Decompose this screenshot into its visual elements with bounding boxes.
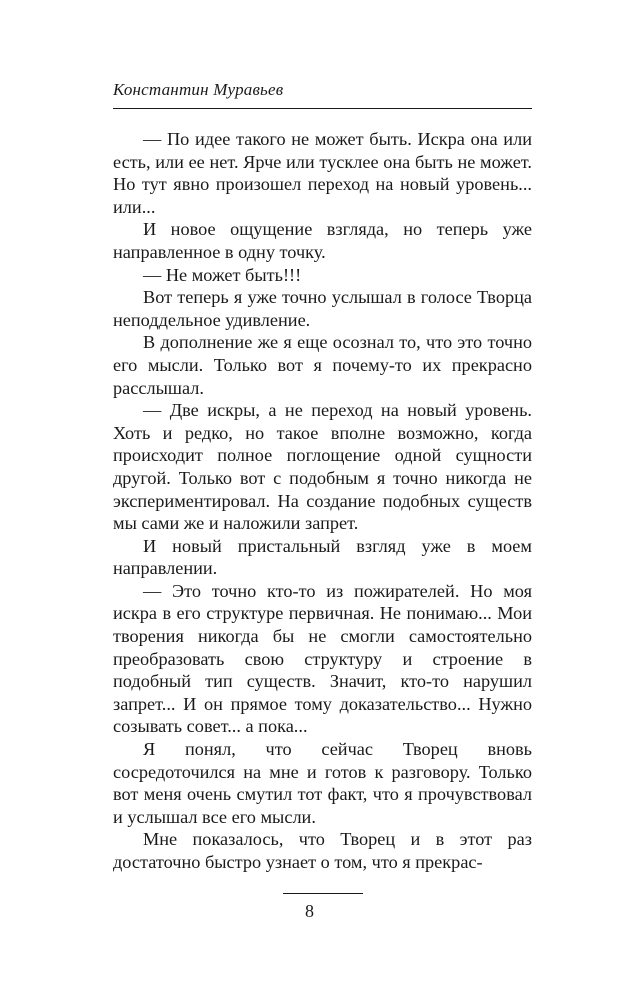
body-text (113, 128, 532, 874)
paragraph: — Две искры, а не переход на новый уровень. Хоть и редко, но такое вполне возможно, когда происходит полное поглощение одной сущности другой. Только вот с подобным я точно никогда не экспериментировал. На создание подобных существ мы сами же и наложили запрет. (113, 400, 532, 534)
page-number: 8 (305, 901, 314, 921)
paragraph: — Это точно кто-то из пожирателей. Но моя искра в его структуре первичная. Не понимаю... Мои творения никогда бы не смогли самостоятельно преобразовать свою структуру и строение в подобный тип существ. Значит, кто-то нарушил запрет... И он прямое тому доказательство... Нужно созывать совет... а пока... (113, 580, 532, 737)
running-head: Константин Муравьев (113, 80, 284, 99)
paragraph: И новое ощущение взгляда, но теперь уже направленное в одну точку. (113, 219, 532, 262)
paragraph: Я понял, что сейчас Творец вновь сосредоточился на мне и готов к разговору. Только вот меня очень смутил тот факт, что я прочувствовал и услышал все его мысли. (113, 739, 532, 827)
header-rule (113, 108, 532, 109)
footer-rule (283, 893, 363, 894)
paragraph: Вот теперь я уже точно услышал в голосе Творца неподдельное удивление. (113, 287, 532, 330)
paragraph: — По идее такого не может быть. Искра она или есть, или ее нет. Ярче или тусклее она быть не может. Но тут явно произошел переход на новый уровень... или... (113, 129, 532, 217)
paragraph: И новый пристальный взгляд уже в моем направлении. (113, 535, 532, 579)
paragraph: — Не может быть!!! (143, 264, 302, 285)
paragraph: Мне показалось, что Творец и в этот раз достаточно быстро узнает о том, что я прекрас- (113, 829, 532, 872)
paragraph: В дополнение же я еще осознал то, что это точно его мысли. Только вот я почему-то их прекрасно расслышал. (113, 332, 532, 398)
